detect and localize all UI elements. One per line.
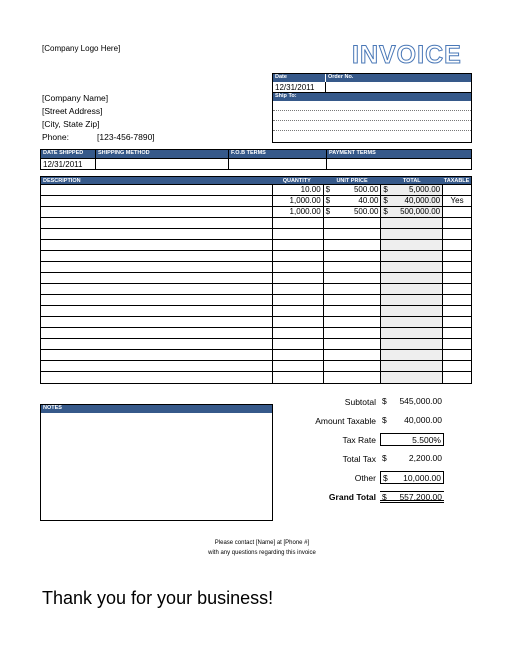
item-total xyxy=(381,196,443,206)
tax-rate-row xyxy=(300,430,450,449)
order-no-header: Order No. xyxy=(326,74,471,82)
item-quantity[interactable] xyxy=(273,295,324,305)
unit-price-value: 500.00 xyxy=(353,207,379,216)
ship-to-line[interactable] xyxy=(273,121,471,131)
item-total xyxy=(381,361,443,371)
currency-symbol: $ xyxy=(382,491,387,502)
item-unit-price[interactable] xyxy=(324,196,382,206)
item-quantity[interactable]: 1,000.00 xyxy=(273,207,324,217)
contact-line-1: Please contact [Name] at [Phone #] xyxy=(214,540,310,546)
company-info xyxy=(42,92,155,144)
item-unit-price[interactable] xyxy=(324,273,382,283)
item-quantity[interactable] xyxy=(273,306,324,316)
subtotal-value xyxy=(380,395,444,408)
item-unit-price[interactable] xyxy=(324,218,382,228)
subtotal-amount: 545,000.00 xyxy=(399,396,442,406)
table-row[interactable] xyxy=(41,328,471,339)
payment-terms-header: PAYMENT TERMS xyxy=(327,150,471,158)
company-name: [Company Name] xyxy=(42,93,109,103)
item-total xyxy=(381,328,443,338)
item-unit-price[interactable] xyxy=(324,229,382,239)
item-description[interactable] xyxy=(41,196,273,206)
item-quantity[interactable] xyxy=(273,229,324,239)
item-unit-price[interactable] xyxy=(324,350,382,360)
item-taxable[interactable] xyxy=(443,328,471,338)
order-info-box xyxy=(272,73,472,143)
item-description[interactable] xyxy=(41,218,273,228)
order-date-field[interactable]: 12/31/2011 xyxy=(273,82,326,92)
currency-symbol: $ xyxy=(325,207,331,216)
table-row[interactable] xyxy=(41,361,471,372)
fob-terms-cell xyxy=(229,150,327,169)
item-description[interactable] xyxy=(41,229,273,239)
shipping-table xyxy=(40,149,472,170)
item-description[interactable] xyxy=(41,328,273,338)
ship-to-line[interactable] xyxy=(273,131,471,141)
grand-total-value xyxy=(380,491,444,503)
item-taxable[interactable] xyxy=(443,185,471,195)
grand-total-label: Grand Total xyxy=(328,491,376,502)
item-total xyxy=(381,240,443,250)
item-taxable[interactable] xyxy=(443,273,471,283)
ship-to-line[interactable] xyxy=(273,101,471,111)
table-row[interactable] xyxy=(41,240,471,251)
item-total xyxy=(381,372,443,383)
item-quantity[interactable] xyxy=(273,262,324,272)
item-total xyxy=(381,350,443,360)
item-unit-price[interactable] xyxy=(324,284,382,294)
item-quantity[interactable] xyxy=(273,317,324,327)
item-description[interactable] xyxy=(41,273,273,283)
grand-total-row xyxy=(300,487,450,506)
table-row[interactable] xyxy=(41,218,471,229)
amount-taxable-label: Amount Taxable xyxy=(315,415,376,426)
line-items-header xyxy=(41,177,471,185)
item-unit-price[interactable] xyxy=(324,306,382,316)
item-total xyxy=(381,262,443,272)
totals-block xyxy=(300,392,450,506)
item-quantity[interactable] xyxy=(273,218,324,228)
item-taxable[interactable]: Yes xyxy=(450,196,464,205)
item-unit-price[interactable] xyxy=(324,361,382,371)
item-quantity[interactable] xyxy=(273,372,324,383)
item-total xyxy=(381,229,443,239)
item-taxable[interactable] xyxy=(443,372,471,383)
thank-you-message: Thank you for your business! xyxy=(42,588,274,608)
ship-to-field[interactable] xyxy=(273,101,471,141)
item-unit-price[interactable] xyxy=(324,262,382,272)
item-description[interactable] xyxy=(41,372,273,383)
company-street: [Street Address] xyxy=(42,106,103,116)
item-unit-price[interactable] xyxy=(324,240,382,250)
other-row xyxy=(300,468,450,487)
item-quantity[interactable]: 10.00 xyxy=(273,185,324,195)
fob-terms-field[interactable] xyxy=(229,158,326,169)
contact-note xyxy=(0,538,524,558)
item-taxable[interactable] xyxy=(443,317,471,327)
table-row[interactable] xyxy=(41,196,471,207)
table-row[interactable] xyxy=(41,229,471,240)
quantity-header: QUANTITY xyxy=(273,177,324,184)
item-description[interactable] xyxy=(41,207,273,217)
item-quantity[interactable] xyxy=(273,328,324,338)
item-taxable[interactable] xyxy=(443,262,471,272)
company-phone-row xyxy=(42,131,155,144)
other-label: Other xyxy=(354,472,376,483)
item-description[interactable] xyxy=(41,262,273,272)
shipping-method-field[interactable] xyxy=(96,158,228,169)
company-city: [City, State Zip] xyxy=(42,119,100,129)
item-total xyxy=(381,306,443,316)
date-shipped-cell xyxy=(41,150,96,169)
item-total xyxy=(381,273,443,283)
item-total xyxy=(381,207,443,217)
item-description[interactable] xyxy=(41,317,273,327)
table-row[interactable] xyxy=(41,262,471,273)
total-value: 40,000.00 xyxy=(404,196,441,205)
item-unit-price[interactable] xyxy=(324,328,382,338)
subtotal-label: Subtotal xyxy=(344,396,376,407)
item-total xyxy=(381,317,443,327)
ship-to-header: Ship To: xyxy=(273,93,471,101)
table-row[interactable] xyxy=(41,185,471,196)
item-taxable[interactable] xyxy=(443,284,471,294)
table-row[interactable] xyxy=(41,350,471,361)
item-description[interactable] xyxy=(41,361,273,371)
description-header: DESCRIPTION xyxy=(41,177,273,184)
tax-rate-field[interactable]: 5.500% xyxy=(380,433,444,446)
item-total xyxy=(381,339,443,349)
payment-terms-field[interactable] xyxy=(327,158,471,169)
item-total xyxy=(381,284,443,294)
date-shipped-field[interactable]: 12/31/2011 xyxy=(41,158,95,169)
item-description[interactable] xyxy=(41,240,273,250)
table-row[interactable] xyxy=(41,284,471,295)
phone-label: Phone: xyxy=(42,132,69,142)
phone-value: [123-456-7890] xyxy=(97,132,155,142)
item-taxable[interactable] xyxy=(443,218,471,228)
total-value: 500,000.00 xyxy=(400,207,441,216)
invoice-title: INVOICE xyxy=(352,41,462,69)
item-unit-price[interactable] xyxy=(324,185,382,195)
item-quantity[interactable] xyxy=(273,251,324,261)
item-taxable[interactable] xyxy=(443,295,471,305)
item-quantity[interactable] xyxy=(273,361,324,371)
amount-taxable-value xyxy=(380,414,444,427)
item-quantity[interactable] xyxy=(273,284,324,294)
amount-taxable-amount: 40,000.00 xyxy=(404,415,442,425)
subtotal-row xyxy=(300,392,450,411)
contact-line-2: with any questions regarding this invoice xyxy=(208,550,316,556)
table-row[interactable] xyxy=(41,251,471,262)
order-header-row xyxy=(273,74,471,82)
payment-terms-cell xyxy=(327,150,471,169)
fob-terms-header: F.O.B TERMS xyxy=(229,150,326,158)
item-unit-price[interactable] xyxy=(324,317,382,327)
item-unit-price[interactable] xyxy=(324,207,382,217)
item-quantity[interactable] xyxy=(273,339,324,349)
item-taxable[interactable] xyxy=(443,350,471,360)
item-total xyxy=(381,295,443,305)
table-row[interactable] xyxy=(41,372,471,383)
item-total xyxy=(381,185,443,195)
total-tax-row xyxy=(300,449,450,468)
item-description[interactable] xyxy=(41,251,273,261)
date-shipped-header: DATE SHIPPED xyxy=(41,150,95,158)
currency-symbol: $ xyxy=(383,207,388,216)
currency-symbol: $ xyxy=(383,185,388,194)
grand-total-amount: 557,200.00 xyxy=(399,491,442,502)
table-row[interactable] xyxy=(41,295,471,306)
item-description[interactable] xyxy=(41,350,273,360)
line-items-table xyxy=(40,176,472,384)
table-row[interactable] xyxy=(41,339,471,350)
item-unit-price[interactable] xyxy=(324,295,382,305)
item-description[interactable] xyxy=(41,306,273,316)
taxable-header: TAXABLE xyxy=(443,178,470,184)
total-tax-value xyxy=(380,452,444,465)
item-quantity[interactable]: 1,000.00 xyxy=(273,196,324,206)
other-amount: 10,000.00 xyxy=(403,473,441,483)
date-header: Date xyxy=(273,74,326,82)
total-tax-amount: 2,200.00 xyxy=(408,453,442,463)
item-taxable[interactable] xyxy=(443,361,471,371)
item-quantity[interactable] xyxy=(273,240,324,250)
table-row[interactable] xyxy=(41,273,471,284)
item-unit-price[interactable] xyxy=(324,251,382,261)
total-value: 5,000.00 xyxy=(408,185,441,194)
item-taxable[interactable] xyxy=(443,229,471,239)
table-row[interactable] xyxy=(41,317,471,328)
item-taxable[interactable] xyxy=(443,240,471,250)
amount-taxable-row xyxy=(300,411,450,430)
table-row[interactable] xyxy=(41,306,471,317)
item-quantity[interactable] xyxy=(273,273,324,283)
table-row[interactable] xyxy=(41,207,471,218)
item-description[interactable] xyxy=(41,284,273,294)
item-total xyxy=(381,218,443,228)
item-unit-price[interactable] xyxy=(324,372,382,383)
company-logo-placeholder: [Company Logo Here] xyxy=(42,44,121,53)
currency-symbol: $ xyxy=(325,185,331,194)
tax-rate-label: Tax Rate xyxy=(342,434,376,445)
item-taxable[interactable] xyxy=(443,207,471,217)
currency-symbol: $ xyxy=(383,473,388,483)
item-description[interactable] xyxy=(41,339,273,349)
shipping-method-header: SHIPPING METHOD xyxy=(96,150,228,158)
total-header: TOTAL xyxy=(381,177,443,184)
currency-symbol: $ xyxy=(382,415,387,425)
notes-box[interactable] xyxy=(40,404,273,521)
item-description[interactable] xyxy=(41,185,273,195)
unit-price-value: 40.00 xyxy=(358,196,379,205)
other-field[interactable] xyxy=(380,471,444,484)
unit-price-value: 500.00 xyxy=(353,185,379,194)
shipping-method-cell xyxy=(96,150,229,169)
total-tax-label: Total Tax xyxy=(342,453,376,464)
currency-symbol: $ xyxy=(325,196,331,205)
currency-symbol: $ xyxy=(382,453,387,463)
item-taxable[interactable] xyxy=(443,339,471,349)
currency-symbol: $ xyxy=(382,396,387,406)
item-taxable[interactable] xyxy=(443,306,471,316)
ship-to-line[interactable] xyxy=(273,111,471,121)
notes-header: NOTES xyxy=(41,405,272,413)
order-values-row xyxy=(273,82,471,93)
item-quantity[interactable] xyxy=(273,350,324,360)
currency-symbol: $ xyxy=(383,196,388,205)
order-no-field[interactable] xyxy=(326,82,471,92)
item-total xyxy=(381,251,443,261)
item-taxable[interactable] xyxy=(443,251,471,261)
item-description[interactable] xyxy=(41,295,273,305)
unit-price-header: UNIT PRICE xyxy=(324,177,382,184)
item-unit-price[interactable] xyxy=(324,339,382,349)
